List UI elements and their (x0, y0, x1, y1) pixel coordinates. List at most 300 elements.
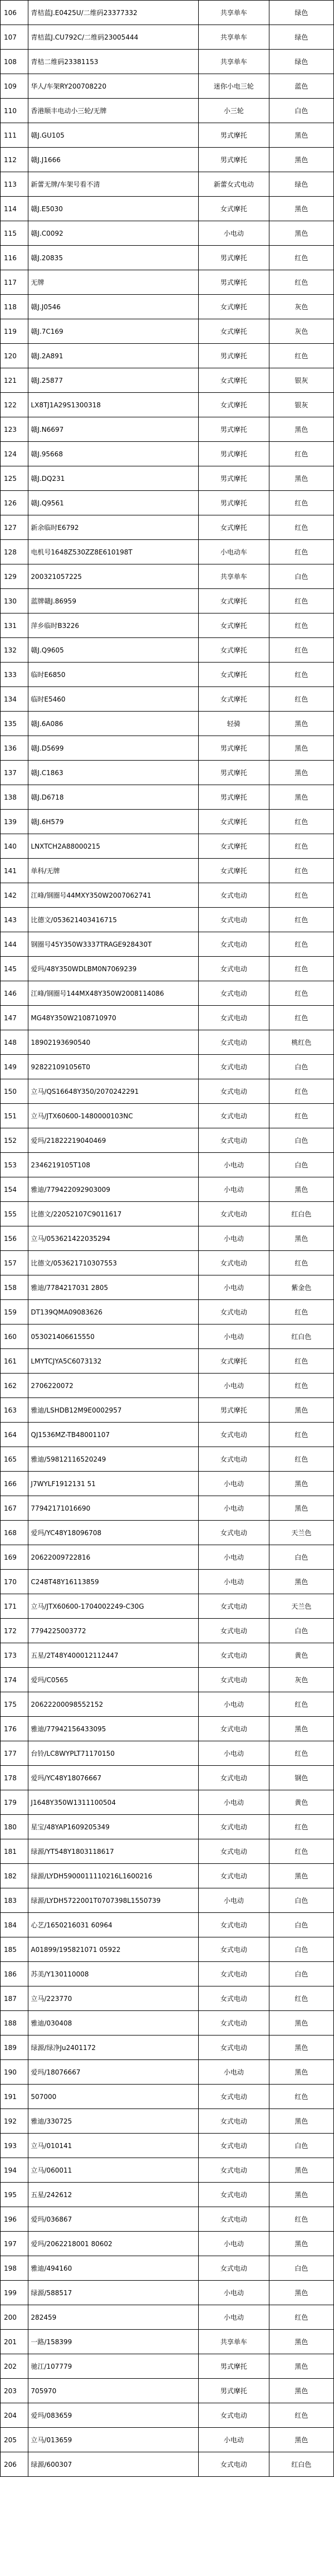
table-row (1, 834, 334, 859)
row-number-cell: 138 (1, 785, 28, 810)
color-cell: 红色 (269, 859, 333, 883)
color-cell: 黑色 (269, 221, 333, 246)
table-row (1, 1153, 334, 1177)
color-cell: 黑色 (269, 2428, 333, 2452)
color-cell: 灰色 (269, 319, 333, 344)
vehicle-type-cell: 女式摩托 (199, 859, 269, 883)
row-number-cell: 128 (1, 540, 28, 564)
vehicle-type-cell: 女式电动 (199, 2109, 269, 2134)
table-row (1, 908, 334, 932)
vehicle-type-cell: 小电动 (199, 2428, 269, 2452)
color-cell: 红色 (269, 540, 333, 564)
color-cell: 黑色 (269, 1717, 333, 1741)
plate-info-cell: 立马/053621422035294 (28, 1226, 199, 1251)
vehicle-type-cell: 女式电动 (199, 932, 269, 957)
row-number-cell: 139 (1, 810, 28, 834)
plate-info-cell: 一路/158399 (28, 2330, 199, 2354)
row-number-cell: 189 (1, 2036, 28, 2060)
vehicle-type-cell: 小电动 (199, 1324, 269, 1349)
row-number-cell: 116 (1, 246, 28, 270)
vehicle-type-cell: 小电动 (199, 2281, 269, 2305)
color-cell: 红色 (269, 613, 333, 638)
plate-info-cell: 雅迪/330725 (28, 2109, 199, 2134)
table-row (1, 1324, 334, 1349)
table-row (1, 1226, 334, 1251)
table-row (1, 1374, 334, 1398)
vehicle-type-cell: 小电动 (199, 2305, 269, 2330)
vehicle-type-cell: 共享单车 (199, 25, 269, 50)
plate-info-cell: A01899/195821071 05922 (28, 1937, 199, 1962)
row-number-cell: 146 (1, 981, 28, 1006)
vehicle-type-cell: 女式电动 (199, 1006, 269, 1030)
vehicle-type-cell: 女式摩托 (199, 638, 269, 663)
row-number-cell: 178 (1, 1766, 28, 1790)
color-cell: 白色 (269, 1619, 333, 1643)
vehicle-type-cell: 女式摩托 (199, 810, 269, 834)
table-row (1, 25, 334, 50)
row-number-cell: 167 (1, 1496, 28, 1521)
table-row (1, 2379, 334, 2403)
table-row (1, 736, 334, 761)
vehicle-type-cell: 轻骑 (199, 712, 269, 736)
plate-info-cell: 雅迪/779422092903009 (28, 1177, 199, 1202)
plate-info-cell: 新余临时E6792 (28, 515, 199, 540)
table-row (1, 148, 334, 172)
row-number-cell: 113 (1, 172, 28, 197)
row-number-cell: 124 (1, 442, 28, 466)
color-cell: 绿色 (269, 25, 333, 50)
color-cell: 红白色 (269, 1202, 333, 1226)
vehicle-type-cell: 女式电动 (199, 1913, 269, 1937)
row-number-cell: 118 (1, 295, 28, 319)
table-row (1, 393, 334, 417)
color-cell: 黑色 (269, 2379, 333, 2403)
color-cell: 红色 (269, 1079, 333, 1104)
plate-info-cell: 立马/QS16648Y350/2070242291 (28, 1079, 199, 1104)
plate-info-cell: LMYTCJYA5C6073132 (28, 1349, 199, 1374)
vehicle-type-cell: 女式摩托 (199, 613, 269, 638)
plate-info-cell: 雅迪/LSHDB12M9E0002957 (28, 1398, 199, 1423)
plate-info-cell: 2706220072 (28, 1374, 199, 1398)
color-cell: 白色 (269, 1153, 333, 1177)
vehicle-type-cell: 共享单车 (199, 1, 269, 25)
row-number-cell: 141 (1, 859, 28, 883)
color-cell: 白色 (269, 1545, 333, 1570)
row-number-cell: 130 (1, 589, 28, 613)
vehicle-type-cell: 女式摩托 (199, 393, 269, 417)
vehicle-type-cell: 女式电动 (199, 2403, 269, 2428)
row-number-cell: 185 (1, 1937, 28, 1962)
table-row (1, 957, 334, 981)
table-row (1, 1839, 334, 1864)
vehicle-type-cell: 女式电动 (199, 1128, 269, 1153)
table-row (1, 2330, 334, 2354)
row-number-cell: 173 (1, 1643, 28, 1668)
color-cell: 白色 (269, 564, 333, 589)
table-row (1, 1913, 334, 1937)
row-number-cell: 137 (1, 761, 28, 785)
vehicle-type-cell: 小电动 (199, 2060, 269, 2085)
plate-info-cell: 无牌 (28, 270, 199, 295)
plate-info-cell: 苏美/Y130110008 (28, 1962, 199, 1986)
vehicle-type-cell: 小电动 (199, 1374, 269, 1398)
color-cell: 灰色 (269, 1668, 333, 1692)
vehicle-type-cell: 女式电动 (199, 2085, 269, 2109)
color-cell: 红色 (269, 2085, 333, 2109)
color-cell: 黑色 (269, 2036, 333, 2060)
row-number-cell: 154 (1, 1177, 28, 1202)
plate-info-cell: 绿源/600307 (28, 2452, 199, 2477)
table-row (1, 1864, 334, 1888)
color-cell: 黑色 (269, 2354, 333, 2379)
table-row (1, 1398, 334, 1423)
row-number-cell: 120 (1, 344, 28, 368)
color-cell: 黑色 (269, 1472, 333, 1496)
color-cell: 红色 (269, 270, 333, 295)
plate-info-cell: 20622009722816 (28, 1545, 199, 1570)
color-cell: 黑色 (269, 1177, 333, 1202)
row-number-cell: 164 (1, 1423, 28, 1447)
plate-info-cell: 赣J.2A891 (28, 344, 199, 368)
table-row (1, 246, 334, 270)
table-row (1, 1349, 334, 1374)
row-number-cell: 119 (1, 319, 28, 344)
table-row (1, 687, 334, 712)
plate-info-cell: 青桔二维码23381153 (28, 50, 199, 74)
row-number-cell: 142 (1, 883, 28, 908)
plate-info-cell: 爱玛/036867 (28, 2207, 199, 2232)
row-number-cell: 191 (1, 2085, 28, 2109)
vehicle-type-cell: 女式电动 (199, 1815, 269, 1839)
vehicle-type-cell: 女式电动 (199, 1423, 269, 1447)
color-cell: 红色 (269, 1349, 333, 1374)
vehicle-type-cell: 女式电动 (199, 2134, 269, 2158)
table-row (1, 221, 334, 246)
row-number-cell: 200 (1, 2305, 28, 2330)
vehicle-type-cell: 女式电动 (199, 1937, 269, 1962)
color-cell: 绿色 (269, 172, 333, 197)
plate-info-cell: 赣J.20835 (28, 246, 199, 270)
plate-info-cell: 雅迪/59812116520249 (28, 1447, 199, 1472)
row-number-cell: 126 (1, 491, 28, 515)
table-row (1, 1423, 334, 1447)
vehicle-type-cell: 女式电动 (199, 1594, 269, 1619)
row-number-cell: 186 (1, 1962, 28, 1986)
color-cell: 红色 (269, 1986, 333, 2011)
vehicle-type-cell: 小电动 (199, 1472, 269, 1496)
vehicle-type-cell: 小电动 (199, 1496, 269, 1521)
table-row (1, 613, 334, 638)
plate-info-cell: 五星/2T48Y400012112447 (28, 1643, 199, 1668)
row-number-cell: 163 (1, 1398, 28, 1423)
color-cell: 红色 (269, 883, 333, 908)
color-cell: 黑色 (269, 2109, 333, 2134)
row-number-cell: 162 (1, 1374, 28, 1398)
vehicle-type-cell: 女式电动 (199, 1717, 269, 1741)
plate-info-cell: 台铃/LC8WYPLT71170150 (28, 1741, 199, 1766)
table-row (1, 859, 334, 883)
color-cell: 天兰色 (269, 1521, 333, 1545)
color-cell: 红色 (269, 1251, 333, 1275)
table-row (1, 2109, 334, 2134)
row-number-cell: 108 (1, 50, 28, 74)
color-cell: 红色 (269, 663, 333, 687)
table-row (1, 1030, 334, 1055)
color-cell: 红色 (269, 834, 333, 859)
color-cell: 红色 (269, 1374, 333, 1398)
table-row (1, 564, 334, 589)
color-cell: 红色 (269, 1815, 333, 1839)
plate-info-cell: 赣J.E5030 (28, 197, 199, 221)
color-cell: 黑色 (269, 2281, 333, 2305)
table-row (1, 1594, 334, 1619)
row-number-cell: 161 (1, 1349, 28, 1374)
row-number-cell: 114 (1, 197, 28, 221)
row-number-cell: 193 (1, 2134, 28, 2158)
vehicle-type-cell: 小电动 (199, 1545, 269, 1570)
plate-info-cell: 282459 (28, 2305, 199, 2330)
plate-info-cell: 青桔蓝J.E0425U/二维码23377332 (28, 1, 199, 25)
plate-info-cell: 爱玛/2062218001 80602 (28, 2232, 199, 2256)
table-row (1, 2452, 334, 2477)
color-cell: 红色 (269, 246, 333, 270)
row-number-cell: 112 (1, 148, 28, 172)
color-cell: 红色 (269, 442, 333, 466)
vehicle-type-cell: 女式电动 (199, 2256, 269, 2281)
plate-info-cell: 立马/010141 (28, 2134, 199, 2158)
color-cell: 红色 (269, 1447, 333, 1472)
vehicle-type-cell: 女式电动 (199, 1300, 269, 1324)
color-cell: 白色 (269, 1913, 333, 1937)
color-cell: 紫金色 (269, 1275, 333, 1300)
vehicle-type-cell: 男式摩托 (199, 2354, 269, 2379)
vehicle-type-cell: 小电动 (199, 1226, 269, 1251)
table-row (1, 1717, 334, 1741)
vehicle-type-cell: 男式摩托 (199, 491, 269, 515)
plate-info-cell: 赣J.C0092 (28, 221, 199, 246)
table-row (1, 99, 334, 123)
plate-info-cell: 77942171016690 (28, 1496, 199, 1521)
table-row (1, 1104, 334, 1128)
table-row (1, 197, 334, 221)
table-row (1, 1202, 334, 1226)
row-number-cell: 165 (1, 1447, 28, 1472)
row-number-cell: 111 (1, 123, 28, 148)
plate-info-cell: 新蕾无牌/车架号看不清 (28, 172, 199, 197)
row-number-cell: 204 (1, 2403, 28, 2428)
vehicle-type-cell: 女式电动 (199, 1619, 269, 1643)
plate-info-cell: 比德文/22052107C9011617 (28, 1202, 199, 1226)
row-number-cell: 205 (1, 2428, 28, 2452)
table-row (1, 932, 334, 957)
color-cell: 红色 (269, 1104, 333, 1128)
vehicle-type-cell: 女式电动 (199, 908, 269, 932)
plate-info-cell: 绿源/LYDH5900011110216L1600216 (28, 1864, 199, 1888)
vehicle-type-cell: 男式摩托 (199, 785, 269, 810)
color-cell: 红白色 (269, 2452, 333, 2477)
row-number-cell: 157 (1, 1251, 28, 1275)
color-cell: 红色 (269, 2403, 333, 2428)
plate-info-cell: 雅迪/030408 (28, 2011, 199, 2036)
plate-info-cell: 青桔蓝J.CU792C/二维码23005444 (28, 25, 199, 50)
row-number-cell: 110 (1, 99, 28, 123)
color-cell: 黑色 (269, 2158, 333, 2183)
vehicle-type-cell: 女式摩托 (199, 1349, 269, 1374)
color-cell: 黑色 (269, 712, 333, 736)
plate-info-cell: 星宝/48YAP1609205349 (28, 1815, 199, 1839)
plate-info-cell: J7WYLF1912131 51 (28, 1472, 199, 1496)
plate-info-cell: 比德文/053621403416715 (28, 908, 199, 932)
table-row (1, 123, 334, 148)
row-number-cell: 115 (1, 221, 28, 246)
plate-info-cell: 华人/车架RY200708220 (28, 74, 199, 99)
color-cell: 绿色 (269, 50, 333, 74)
plate-info-cell: 爱玛/C0565 (28, 1668, 199, 1692)
vehicle-type-cell: 女式电动 (199, 1986, 269, 2011)
plate-info-cell: 18902193690540 (28, 1030, 199, 1055)
row-number-cell: 199 (1, 2281, 28, 2305)
color-cell: 灰色 (269, 295, 333, 319)
plate-info-cell: 赣J.95668 (28, 442, 199, 466)
table-row (1, 1496, 334, 1521)
color-cell: 银灰 (269, 393, 333, 417)
plate-info-cell: 爱玛/48Y350WDLBM0N7069239 (28, 957, 199, 981)
plate-info-cell: 赣J.6A086 (28, 712, 199, 736)
table-row (1, 368, 334, 393)
plate-info-cell: 507000 (28, 2085, 199, 2109)
color-cell: 红色 (269, 932, 333, 957)
plate-info-cell: 临时E6850 (28, 663, 199, 687)
table-row (1, 1275, 334, 1300)
table-row (1, 2134, 334, 2158)
row-number-cell: 198 (1, 2256, 28, 2281)
plate-info-cell: 电机号1648Z530ZZ8E610198T (28, 540, 199, 564)
table-row (1, 1300, 334, 1324)
row-number-cell: 203 (1, 2379, 28, 2403)
table-row (1, 344, 334, 368)
plate-info-cell: 赣J.Q9561 (28, 491, 199, 515)
vehicle-type-cell: 女式电动 (199, 2452, 269, 2477)
row-number-cell: 133 (1, 663, 28, 687)
table-row (1, 2281, 334, 2305)
vehicle-type-cell: 小电动 (199, 1275, 269, 1300)
row-number-cell: 190 (1, 2060, 28, 2085)
plate-info-cell: 赣J.D6718 (28, 785, 199, 810)
row-number-cell: 122 (1, 393, 28, 417)
plate-info-cell: 赣J.GU105 (28, 123, 199, 148)
color-cell: 黄色 (269, 1643, 333, 1668)
table-row (1, 712, 334, 736)
row-number-cell: 180 (1, 1815, 28, 1839)
plate-info-cell: 立马/JTX60600-1704002249-C30G (28, 1594, 199, 1619)
color-cell: 绿色 (269, 1, 333, 25)
plate-info-cell: 928221091056T0 (28, 1055, 199, 1079)
table-row (1, 270, 334, 295)
plate-info-cell: 053021406615550 (28, 1324, 199, 1349)
color-cell: 黑色 (269, 2060, 333, 2085)
row-number-cell: 129 (1, 564, 28, 589)
vehicle-type-cell: 小电动 (199, 1888, 269, 1913)
row-number-cell: 127 (1, 515, 28, 540)
table-row (1, 981, 334, 1006)
vehicle-type-cell: 小三轮 (199, 99, 269, 123)
row-number-cell: 149 (1, 1055, 28, 1079)
plate-info-cell: 赣J.7C169 (28, 319, 199, 344)
color-cell: 红色 (269, 491, 333, 515)
plate-info-cell: 赣J.J1666 (28, 148, 199, 172)
row-number-cell: 117 (1, 270, 28, 295)
table-row (1, 1545, 334, 1570)
vehicle-type-cell: 女式电动 (199, 883, 269, 908)
row-number-cell: 202 (1, 2354, 28, 2379)
vehicle-type-cell: 小电动 (199, 1692, 269, 1717)
table-row (1, 2183, 334, 2207)
plate-info-cell: 临时E5460 (28, 687, 199, 712)
color-cell: 黑色 (269, 2011, 333, 2036)
color-cell: 黑色 (269, 1398, 333, 1423)
plate-info-cell: 爱玛/YC48Y18096708 (28, 1521, 199, 1545)
vehicle-type-cell: 小电动车 (199, 540, 269, 564)
row-number-cell: 107 (1, 25, 28, 50)
plate-info-cell: 爱玛/18076667 (28, 2060, 199, 2085)
color-cell: 黑色 (269, 1226, 333, 1251)
table-row (1, 2403, 334, 2428)
color-cell: 桃红色 (269, 1030, 333, 1055)
vehicle-type-cell: 女式电动 (199, 1668, 269, 1692)
table-row (1, 1006, 334, 1030)
plate-info-cell: 立马/223770 (28, 1986, 199, 2011)
row-number-cell: 159 (1, 1300, 28, 1324)
row-number-cell: 155 (1, 1202, 28, 1226)
plate-info-cell: 705970 (28, 2379, 199, 2403)
vehicle-type-cell: 女式摩托 (199, 368, 269, 393)
row-number-cell: 160 (1, 1324, 28, 1349)
plate-info-cell: C248T48Y16113859 (28, 1570, 199, 1594)
vehicle-type-cell: 男式摩托 (199, 736, 269, 761)
color-cell: 黄色 (269, 1790, 333, 1815)
color-cell: 红色 (269, 638, 333, 663)
color-cell: 红色 (269, 1741, 333, 1766)
vehicle-type-cell: 女式摩托 (199, 319, 269, 344)
table-row (1, 1692, 334, 1717)
vehicle-type-cell: 女式电动 (199, 2183, 269, 2207)
row-number-cell: 181 (1, 1839, 28, 1864)
plate-info-cell: 五星/242612 (28, 2183, 199, 2207)
plate-info-cell: 绿源/LYDH5722001T0707398L1550739 (28, 1888, 199, 1913)
table-row (1, 2060, 334, 2085)
table-row (1, 1521, 334, 1545)
color-cell: 红色 (269, 908, 333, 932)
vehicle-type-cell: 女式摩托 (199, 515, 269, 540)
row-number-cell: 145 (1, 957, 28, 981)
row-number-cell: 152 (1, 1128, 28, 1153)
plate-info-cell: 赣J.25877 (28, 368, 199, 393)
table-row (1, 761, 334, 785)
row-number-cell: 131 (1, 613, 28, 638)
plate-info-cell: 驰江/107779 (28, 2354, 199, 2379)
table-row (1, 1079, 334, 1104)
vehicle-type-cell: 女式摩托 (199, 295, 269, 319)
table-row (1, 663, 334, 687)
vehicle-type-cell: 女式电动 (199, 2207, 269, 2232)
row-number-cell: 184 (1, 1913, 28, 1937)
vehicle-type-cell: 女式电动 (199, 1962, 269, 1986)
plate-info-cell: 绿源/YT548Y1803118617 (28, 1839, 199, 1864)
plate-info-cell: 7794225003772 (28, 1619, 199, 1643)
table-row (1, 74, 334, 99)
table-row (1, 2011, 334, 2036)
plate-info-cell: QJ1536MZ-TB48001107 (28, 1423, 199, 1447)
